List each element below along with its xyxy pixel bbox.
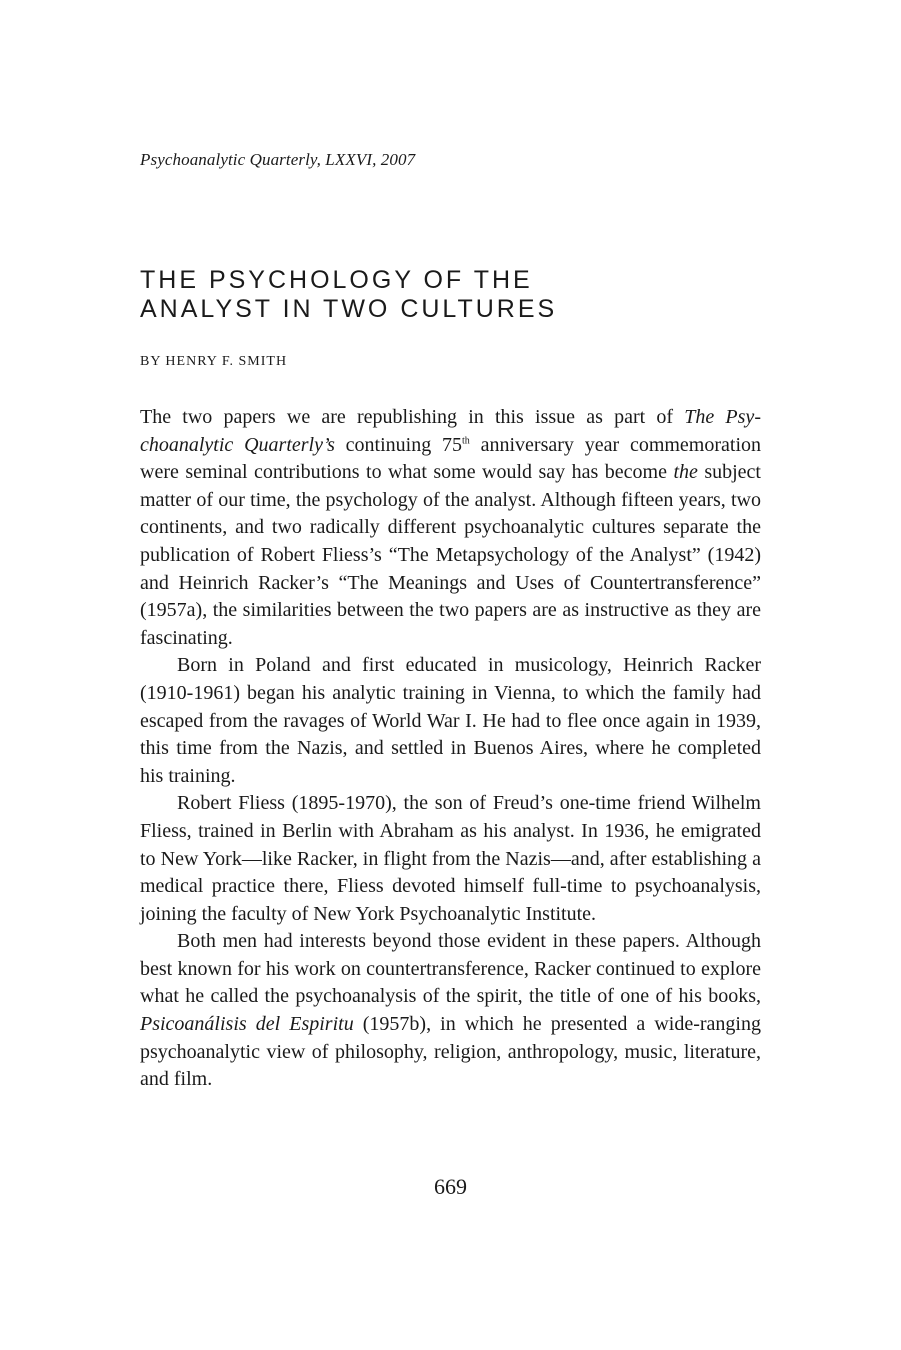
article-body (140, 404, 761, 1094)
emphasis-italic: the (673, 461, 698, 484)
paragraph-4 (140, 928, 761, 1094)
running-head: Psychoanalytic Quarterly, LXXVI, 2007 (140, 150, 416, 169)
paragraph-1-text-c: anniversary year commemoration were seminal contributions to what some would say has become (140, 433, 762, 484)
paragraph-4-text-b: (1957b), in which he presented a wide-ranging psychoanalytic view of philosophy, religion, anthropology, music, literature, and film. (140, 1013, 761, 1091)
article-title-line-2: ANALYST IN TWO CULTURES (140, 295, 558, 323)
article-title (140, 266, 557, 324)
paragraph-1-text-d: subject matter of our time, the psychology of the analyst. Although fifteen years, two continents, and two radically different psychoanalytic cultures separate the publication of Robert Fliess’s “The Metapsychology of the Analyst” (1942) and Heinrich Racker’s “The Meanings and Uses of Countertransference” (1957a), the similarities between the two papers are as instructive as they are fascinating. (140, 461, 761, 649)
paragraph-1 (140, 404, 761, 652)
paragraph-4-text-a: Both men had interests beyond those evident in these papers. Although best known for his work on countertransference, Racker continued to explore what he called the psychoanalysis of the spirit, the title of one of his books, (140, 930, 761, 1008)
paragraph-1-text-b: continuing 75 (334, 433, 463, 456)
journal-title-italic: The Psychoanalytic Quarterly’s (140, 406, 761, 456)
paragraph-2: Born in Poland and first educated in musicology, Heinrich Racker (1910-1961) began his analytic training in Vienna, to which the family had escaped from the ravages of World War I. He had to flee once again in 1939, this time from the Nazis, and settled in Buenos Aires, where he completed his training. (140, 654, 761, 787)
article-title-line-1: THE PSYCHOLOGY OF THE (140, 266, 533, 294)
book-title-italic: Psicoanálisis del Espiritu (140, 1013, 354, 1036)
ordinal-superscript: th (462, 434, 470, 446)
author-byline: BY HENRY F. SMITH (140, 354, 288, 369)
paragraph-1-text-a: The two papers we are republishing in this issue as part of (140, 406, 685, 428)
paragraph-3: Robert Fliess (1895-1970), the son of Freud’s one-time friend Wilhelm Fliess, trained in Berlin with Abraham as his analyst. In 1936, he emigrated to New York—like Racker, in flight from the Nazis—and, after establishing a medical practice there, Fliess devoted himself full-time to psychoanalysis, joining the faculty of New York Psychoanalytic Institute. (140, 792, 761, 925)
page-number: 669 (434, 1174, 467, 1199)
